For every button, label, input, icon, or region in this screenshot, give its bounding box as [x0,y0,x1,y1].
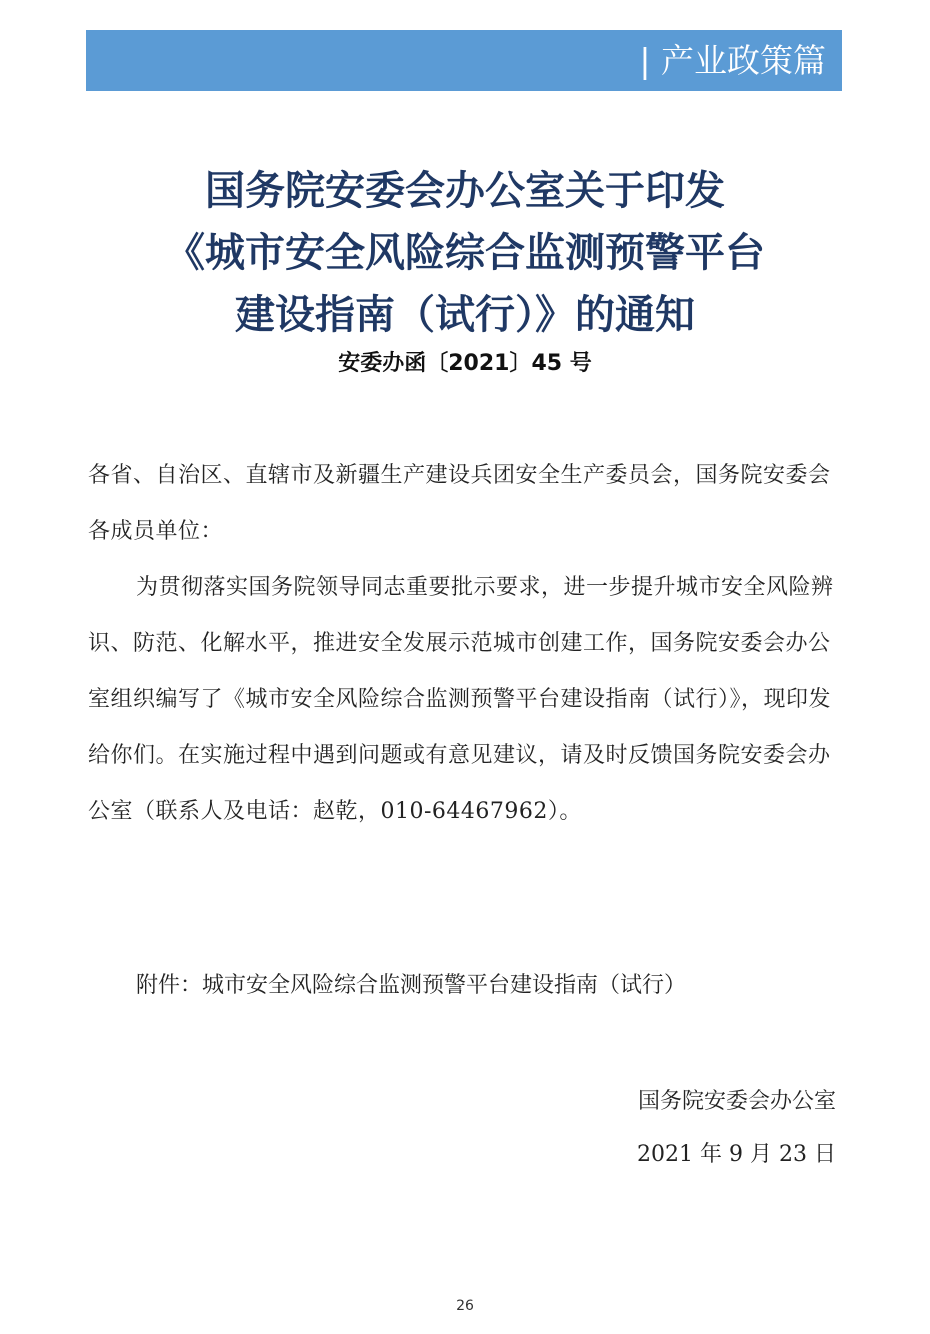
body-paragraph: 为贯彻落实国务院领导同志重要批示要求，进一步提升城市安全风险辨识、防范、化解水平，推进安全发展示范城市创建工作，国务院安委会办公室组织编写了《城市安全风险综合监测预警平台建设指南（试行）》，现印发给你们。在实施过程中遇到问题或有意见建议，请及时反馈国务院安委会办公室（联系人及电话：赵乾，010-64467962）。 [88,575,834,824]
title-line: 《城市安全风险综合监测预警平台 [165,230,765,276]
issue-date: 2021 年 9 月 23 日 [637,1142,836,1167]
title-line: 国务院安委会办公室关于印发 [205,168,725,214]
notice-title [0,160,930,346]
salutation: 各省、自治区、直辖市及新疆生产建设兵团安全生产委员会，国务院安委会各成员单位： [88,463,831,544]
section-banner [86,30,842,91]
document-number: 安委办函〔2021〕45 号 [338,351,592,376]
attachment-line: 附件：城市安全风险综合监测预警平台建设指南（试行） [136,973,687,998]
section-label: | 产业政策篇 [639,41,826,80]
signer: 国务院安委会办公室 [637,1089,836,1114]
page-number: 26 [456,1298,474,1314]
title-line: 建设指南（试行）》的通知 [235,292,695,338]
